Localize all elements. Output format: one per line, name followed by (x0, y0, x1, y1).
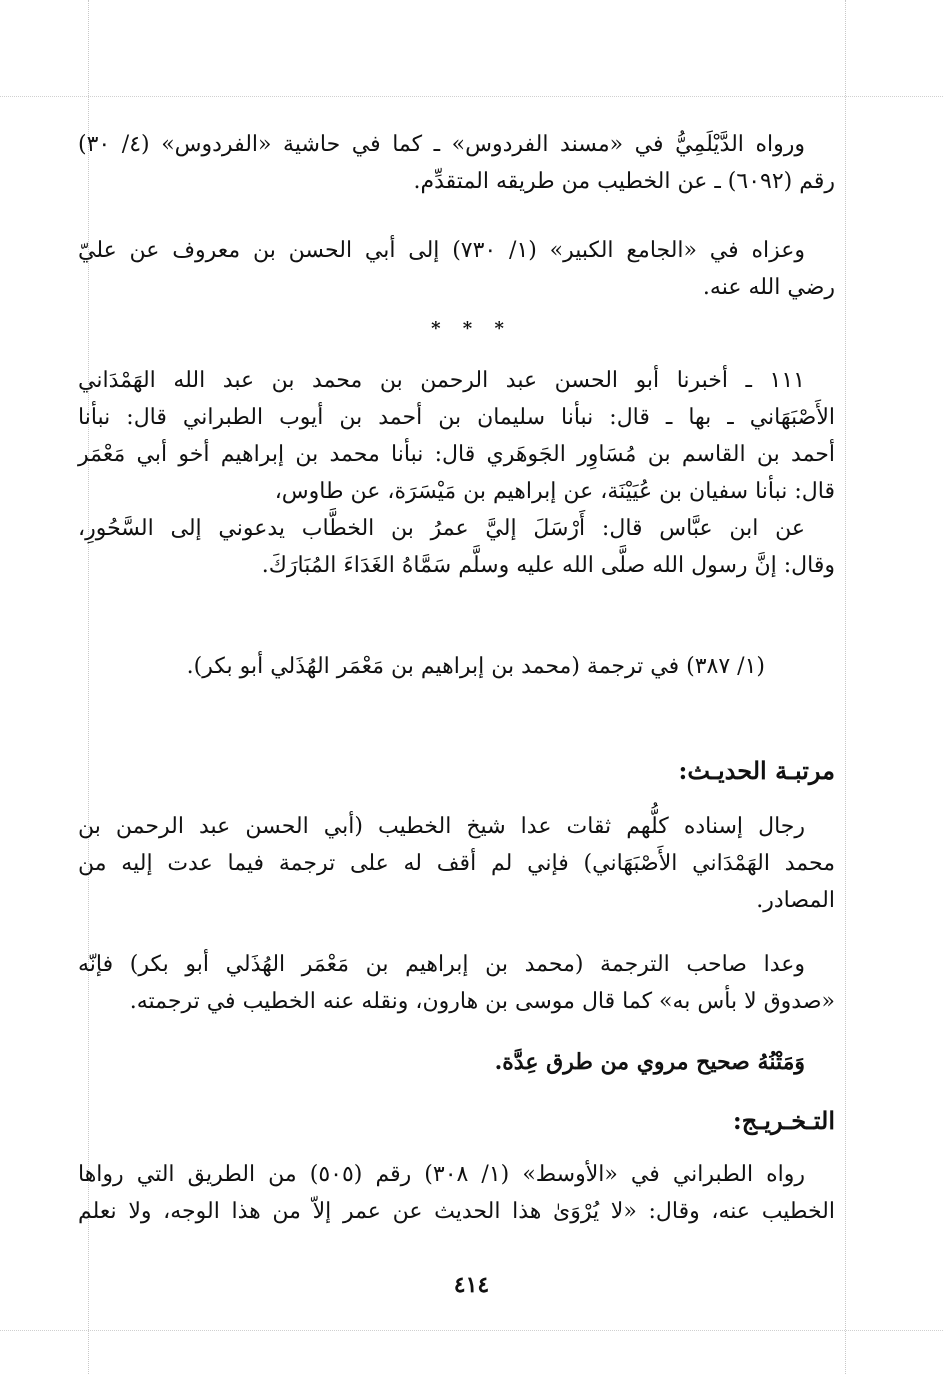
text-line: وقال: إنَّ رسول الله صلَّى الله عليه وسلَّم سَمَّاهُ الغَدَاءَ المُبَارَكَ. (261, 553, 835, 578)
text-line: رجال إسناده كلُّهم ثقات عدا شيخ الخطيب (أبي الحسن عبد الرحمن بن (78, 814, 805, 839)
text-line: الخطيب عنه، وقال: «لا يُرْوَىٰ هذا الحديث عن عمر إلاّ من هذا الوجه، ولا نعلم (78, 1199, 835, 1224)
rank-conclusion (78, 1044, 835, 1081)
hadith-111 (78, 362, 835, 584)
text-line: رقم (٦٠٩٢) ـ عن الخطيب من طريقه المتقدِّم. (413, 169, 835, 194)
text-line: المصادر. (756, 888, 835, 913)
scan-guide-line (845, 0, 846, 1374)
reference-note (78, 648, 835, 685)
page-number: ٤١٤ (453, 1272, 490, 1298)
text-line: ١١١ ـ أخبرنا أبو الحسن عبد الرحمن بن محمد بن عبد الله الهَمْدَاني (78, 368, 805, 393)
section-separator: * * * (431, 318, 512, 339)
takhrij-paragraph (78, 1156, 835, 1230)
rank-paragraph (78, 808, 835, 919)
text-line: عن ابن عبَّاس قال: أَرْسَلَ إليَّ عمرُ بن الخطَّاب يدعوني إلى السَّحُورِ، (78, 516, 805, 541)
text-line: رضي الله عنه. (702, 275, 835, 300)
scan-guide-line (0, 1330, 943, 1331)
rank-heading: مرتبـة الحديـث: (678, 756, 835, 785)
text-line: (١/ ٣٨٧) في ترجمة (محمد بن إبراهيم بن مَعْمَر الهُذَلي أبو بكر). (186, 654, 765, 679)
rank-paragraph-narrator (78, 946, 835, 1020)
text-line: ورواه الدَّيْلَمِيُّ في «مسند الفردوس» ـ كما في حاشية «الفردوس» (٤/ ٣٠) (78, 132, 805, 157)
paragraph-jami-kabir (78, 232, 835, 306)
takhrij-heading: التـخـريـج: (732, 1106, 835, 1135)
text-line: أحمد بن القاسم بن مُسَاوِر الجَوهَري قال: نبأنا محمد بن إبراهيم أخو أبي مَعْمَر (78, 442, 835, 467)
text-line: الأَصْبَهَاني ـ بها ـ قال: نبأنا سليمان بن أحمد بن أيوب الطبراني قال: نبأنا (78, 405, 835, 430)
text-line: محمد الهَمْدَاني الأَصْبَهَاني) فإني لم أقف له على ترجمة فيما عدت إليه من (78, 851, 835, 876)
text-line: وعزاه في «الجامع الكبير» (١/ ٧٣٠) إلى أبي الحسن بن معروف عن عليّ (78, 238, 805, 263)
text-line: وعدا صاحب الترجمة (محمد بن إبراهيم بن مَعْمَر الهُذَلي أبو بكر) فإنّه (78, 952, 805, 977)
paragraph-dailami (78, 126, 835, 200)
text-line: قال: نبأنا سفيان بن عُيَيْنَة، عن إبراهيم بن مَيْسَرَة، عن طاوس، (274, 479, 835, 504)
text-line: «صدوق لا بأس به» كما قال موسى بن هارون، ونقله عنه الخطيب في ترجمته. (129, 989, 835, 1014)
text-line: رواه الطبراني في «الأوسط» (١/ ٣٠٨) رقم (٥٠٥) من الطريق التي رواها (78, 1162, 806, 1187)
text-line: وَمَتْنُهُ صحيح مروي من طرق عِدَّة. (494, 1049, 805, 1075)
scan-guide-line (0, 96, 943, 97)
